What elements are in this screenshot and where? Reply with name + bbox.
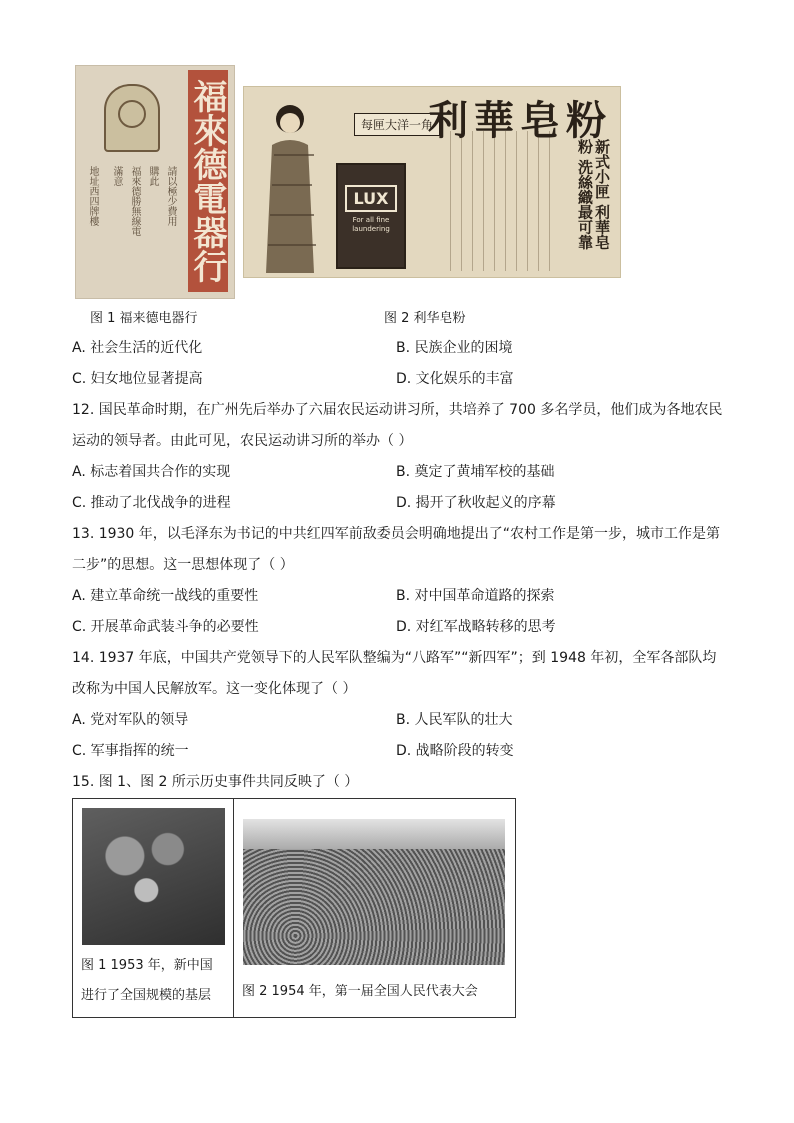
woman-illustration <box>258 95 322 275</box>
ad-text: 滿意 <box>111 166 122 186</box>
ad-text: 請以極少費用 <box>165 166 176 226</box>
radio-illustration <box>104 84 160 152</box>
election-photo <box>82 808 225 945</box>
question-stem: 13. 1930 年，以毛泽东为书记的中共红四军前敌委员会明确地提出了“农村工作是第一步，城市工作是第 <box>72 526 721 542</box>
figure-caption: 图 2 1954 年，第一届全国人民代表大会 <box>242 984 478 999</box>
ad-text: 福來德勝無線電 <box>129 166 140 236</box>
option-c: C. 推动了北伐战争的进程 <box>72 495 231 511</box>
option-a: A. 标志着国共合作的实现 <box>72 464 231 480</box>
option-c: C. 军事指挥的统一 <box>72 743 189 759</box>
ad-brand-name: 福來德電器行 <box>188 70 228 292</box>
option-a: A. 建立革命统一战线的重要性 <box>72 588 259 604</box>
question-stem: 改称为中国人民解放军。这一变化体现了（ ） <box>72 681 357 697</box>
question-stem: 12. 国民革命时期，在广州先后举办了六届农民运动讲习所，共培养了 700 多名学员，他们成为各地农民 <box>72 402 723 418</box>
ad-side-text: 新式小匣 利華皂粉 洗絲織最可靠 <box>576 139 611 250</box>
option-c: C. 开展革命武装斗争的必要性 <box>72 619 259 635</box>
lux-box <box>336 163 406 269</box>
option-c: C. 妇女地位显著提高 <box>72 371 203 387</box>
option-b: B. 民族企业的困境 <box>396 340 513 356</box>
question-stem: 二步”的思想。这一思想体现了（ ） <box>72 557 294 573</box>
ad-body-text <box>444 131 554 271</box>
option-b: B. 奠定了黄埔军校的基础 <box>396 464 555 480</box>
figure-caption: 图 1 1953 年，新中国 <box>81 958 213 973</box>
option-a: A. 社会生活的近代化 <box>72 340 203 356</box>
congress-photo <box>243 819 505 965</box>
option-d: D. 对红军战略转移的思考 <box>396 619 556 635</box>
question-stem: 15. 图 1、图 2 所示历史事件共同反映了（ ） <box>72 774 359 790</box>
ad-title: 利華皂粉 <box>428 97 612 144</box>
question-stem: 14. 1937 年底，中国共产党领导下的人民军队整编为“八路军”“新四军”；到 1948 年初，全军各部队均 <box>72 650 717 666</box>
ad-price: 每匣大洋一角 <box>354 113 440 136</box>
option-b: B. 对中国革命道路的探索 <box>396 588 555 604</box>
option-b: B. 人民军队的壮大 <box>396 712 513 728</box>
lux-logo: LUX <box>345 185 397 212</box>
figure-caption: 图 1 福来德电器行 <box>90 311 198 326</box>
fig1-ad-image <box>75 65 235 299</box>
option-d: D. 战略阶段的转变 <box>396 743 514 759</box>
figure-caption: 进行了全国规模的基层 <box>81 988 212 1003</box>
ad-text: 地址西四牌樓 <box>87 166 98 226</box>
option-a: A. 党对军队的领导 <box>72 712 189 728</box>
lux-subtitle: For all fine laundering <box>352 216 390 233</box>
question-stem: 运动的领导者。由此可见，农民运动讲习所的举办（ ） <box>72 433 413 449</box>
fig2-ad-image <box>243 86 621 278</box>
option-d: D. 文化娱乐的丰富 <box>396 371 514 387</box>
figure-caption: 图 2 利华皂粉 <box>384 311 466 326</box>
ad-text: 購此 <box>147 166 158 186</box>
figure-table <box>72 798 516 1018</box>
table-divider <box>233 799 234 1017</box>
option-d: D. 揭开了秋收起义的序幕 <box>396 495 556 511</box>
